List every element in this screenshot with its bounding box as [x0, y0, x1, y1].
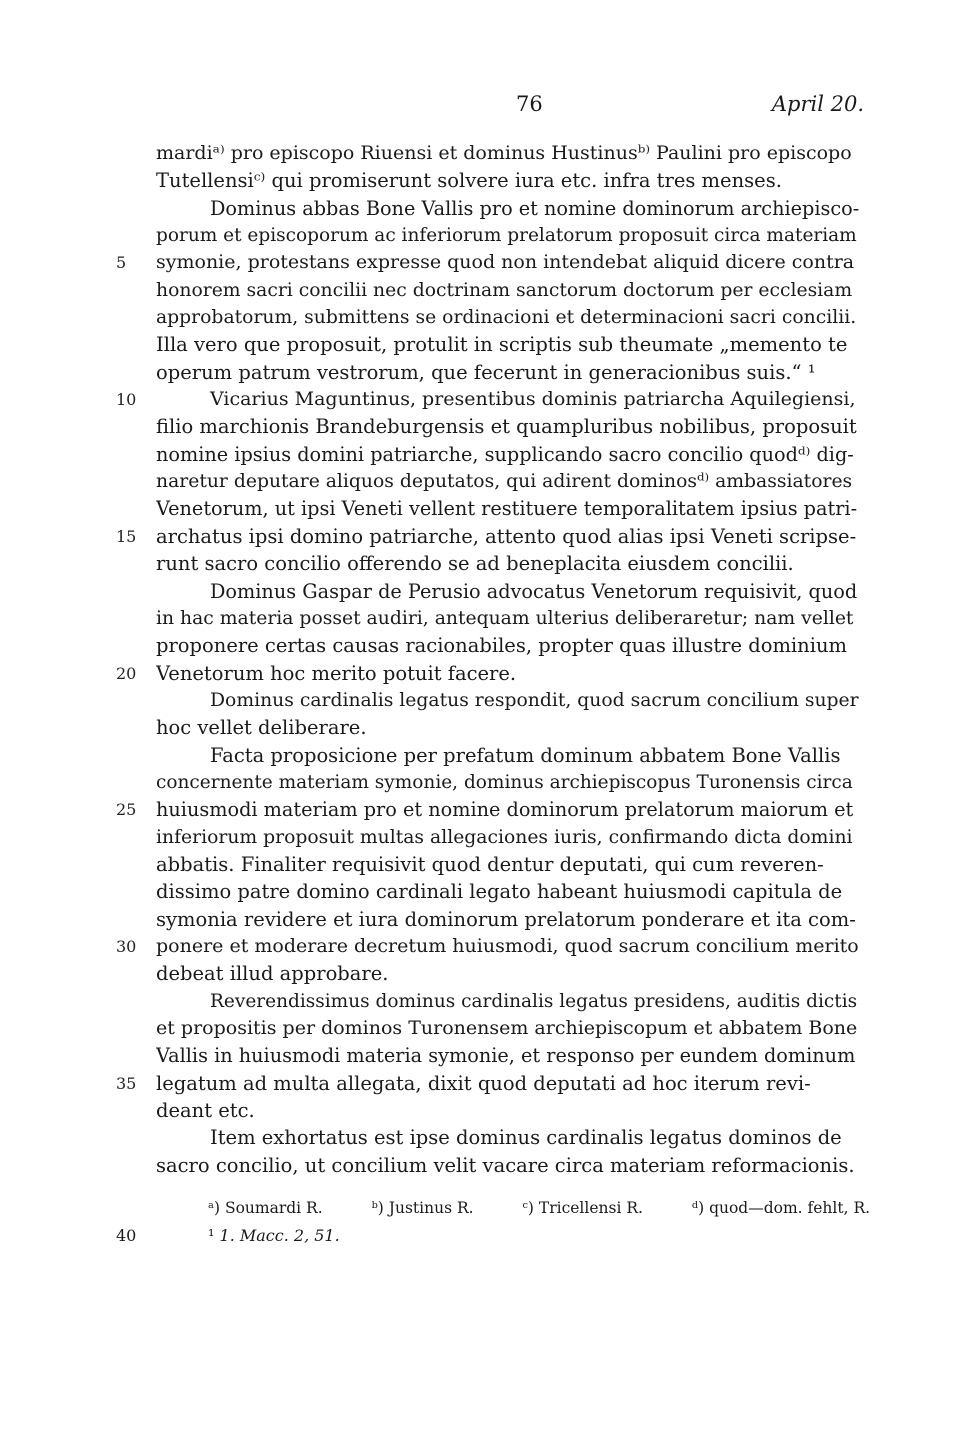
text-line — [156, 824, 860, 851]
line-text: inferiorum proposuit multas allegaciones iuris, confirmando dicta domini — [156, 826, 853, 848]
text-line — [156, 714, 860, 741]
line-text: approbatorum, submittens se ordinacioni et determinacioni sacri concilii. — [156, 307, 857, 329]
line-text: abbatis. Finaliter requisivit quod dentur deputati, qui cum reveren- — [156, 852, 824, 876]
line-text: dissimo patre domino cardinali legato habeant huiusmodi capitula de — [156, 880, 843, 904]
line-number: 5 — [116, 253, 127, 273]
text-line — [156, 687, 860, 714]
text-line — [116, 660, 860, 687]
line-text: nomine ipsius domini patriarche, supplicando sacro concilio quodᵈ⁾ dig- — [156, 442, 854, 466]
line-number: 25 — [116, 800, 137, 820]
line-text: debeat illud approbare. — [156, 962, 389, 986]
text-line — [156, 468, 860, 495]
text-line — [156, 988, 860, 1015]
line-text: archatus ipsi domino patriarche, attento quod alias ipsi Veneti scripse- — [156, 524, 857, 548]
line-text: mardiᵃ⁾ pro episcopo Riuensi et dominus Hustinusᵇ⁾ Paulini pro episcopo — [156, 142, 852, 164]
line-text: concernente materiam symonie, dominus archiepiscopus Turonensis circa — [156, 771, 853, 793]
line-number: 30 — [116, 936, 137, 956]
line-text: honorem sacri concilii nec doctrinam sanctorum doctorum per ecclesiam — [156, 279, 853, 301]
text-line — [156, 1042, 860, 1069]
line-text: et propositis per dominos Turonensem archiepiscopum et abbatem Bone — [156, 1017, 858, 1039]
line-text: Vicarius Maguntinus, presentibus dominis patriarcha Aquilegiensi, — [210, 388, 856, 411]
line-text: runt sacro concilio offerendo se ad beneplacita eiusdem concilii. — [156, 552, 794, 576]
text-line — [156, 769, 860, 796]
line-text: deant etc. — [156, 1099, 255, 1123]
line-text: Tutellensiᶜ⁾ qui promiserunt solvere iura etc. infra tres menses. — [156, 169, 782, 193]
text-line — [156, 578, 860, 605]
page-number: 76 — [516, 92, 543, 116]
running-date: April 20. — [771, 92, 864, 116]
text-line — [156, 441, 860, 468]
text-line — [116, 386, 860, 413]
footnote-d: ᵈ) quod—dom. fehlt, R. — [691, 1199, 871, 1217]
line-text: Dominus cardinalis legatus respondit, quod sacrum concilium super — [210, 689, 859, 711]
line-text: symonie, protestans expresse quod non intendebat aliquid dicere contra — [156, 251, 855, 274]
text-line — [116, 1070, 860, 1097]
line-text: Illa vero que proposuit, protulit in scriptis sub theumate „memento te — [156, 333, 848, 357]
line-text: Reverendissimus dominus cardinalis legatus presidens, auditis dictis — [210, 990, 858, 1012]
text-line — [156, 167, 860, 194]
line-text: porum et episcoporum ac inferiorum prelatorum proposuit circa materiam — [156, 225, 857, 247]
text-line — [156, 605, 860, 632]
running-header — [0, 92, 960, 122]
line-text: legatum ad multa allegata, dixit quod deputati ad hoc iterum revi- — [156, 1071, 811, 1095]
line-text: Facta proposicione per prefatum dominum abbatem Bone Vallis — [210, 743, 841, 767]
line-number: 15 — [116, 526, 137, 546]
line-text: hoc vellet deliberare. — [156, 716, 367, 740]
line-text: Item exhortatus est ipse dominus cardinalis legatus dominos de — [210, 1126, 842, 1150]
text-line — [156, 550, 860, 577]
text-line — [156, 222, 860, 249]
source-footnote — [116, 1226, 340, 1245]
text-line — [156, 742, 860, 769]
line-text: Dominus Gaspar de Perusio advocatus Venetorum requisivit, quod — [210, 579, 858, 603]
text-line — [156, 304, 860, 331]
text-line — [156, 195, 860, 222]
text-line — [156, 495, 860, 522]
text-line — [116, 933, 860, 960]
line-number: 10 — [116, 390, 137, 410]
line-text: Vallis in huiusmodi materia symonie, et responso per eundem dominum — [156, 1044, 856, 1068]
text-line — [156, 331, 860, 358]
text-line — [156, 1152, 860, 1179]
variant-footnotes — [156, 1193, 871, 1227]
source-footnote-text: ¹ 1. Macc. 2, 51. — [208, 1226, 340, 1245]
line-text: operum patrum vestrorum, que fecerunt in generacionibus suis.“ ¹ — [156, 360, 816, 384]
footnote-b: ᵇ) Justinus R. — [371, 1199, 474, 1217]
footnote-a: ᵃ) Soumardi R. — [208, 1199, 323, 1217]
main-text — [116, 140, 860, 1179]
text-line — [156, 906, 860, 933]
text-line — [156, 140, 860, 167]
text-line — [116, 523, 860, 550]
line-text: proponere certas causas racionabiles, propter quas illustre dominium — [156, 634, 848, 658]
line-text: naretur deputare aliquos deputatos, qui adirent dominosᵈ⁾ ambassiatores — [156, 471, 853, 493]
line-text: filio marchionis Brandeburgensis et quampluribus nobilibus, proposuit — [156, 415, 857, 439]
line-number: 35 — [116, 1073, 137, 1093]
line-text: huiusmodi materiam pro et nomine dominorum prelatorum maiorum et — [156, 798, 854, 822]
line-text: Venetorum hoc merito potuit facere. — [156, 661, 517, 685]
text-line — [156, 413, 860, 440]
line-text: Venetorum, ut ipsi Veneti vellent restituere temporalitatem ipsius patri- — [156, 497, 858, 521]
text-line — [156, 1015, 860, 1042]
text-line — [116, 796, 860, 823]
line-text: symonia revidere et iura dominorum prelatorum ponderare et ita com- — [156, 907, 856, 931]
text-line — [156, 1124, 860, 1151]
footnotes — [156, 1193, 871, 1227]
line-text: sacro concilio, ut concilium velit vacare circa materiam reformacionis. — [156, 1153, 855, 1177]
text-line — [156, 359, 860, 386]
line-number: 40 — [116, 1226, 137, 1245]
text-line — [156, 851, 860, 878]
line-number: 20 — [116, 663, 137, 683]
text-line — [156, 1097, 860, 1124]
text-line — [156, 960, 860, 987]
line-text: in hac materia posset audiri, antequam ulterius deliberaretur; nam vellet — [156, 607, 854, 629]
text-line — [116, 249, 860, 276]
text-line — [156, 632, 860, 659]
line-text: ponere et moderare decretum huiusmodi, quod sacrum concilium merito — [156, 934, 859, 957]
text-line — [156, 878, 860, 905]
footnote-c: ᶜ) Tricellensi R. — [522, 1199, 643, 1217]
text-line — [156, 277, 860, 304]
line-text: Dominus abbas Bone Vallis pro et nomine dominorum archiepisco- — [210, 196, 860, 220]
